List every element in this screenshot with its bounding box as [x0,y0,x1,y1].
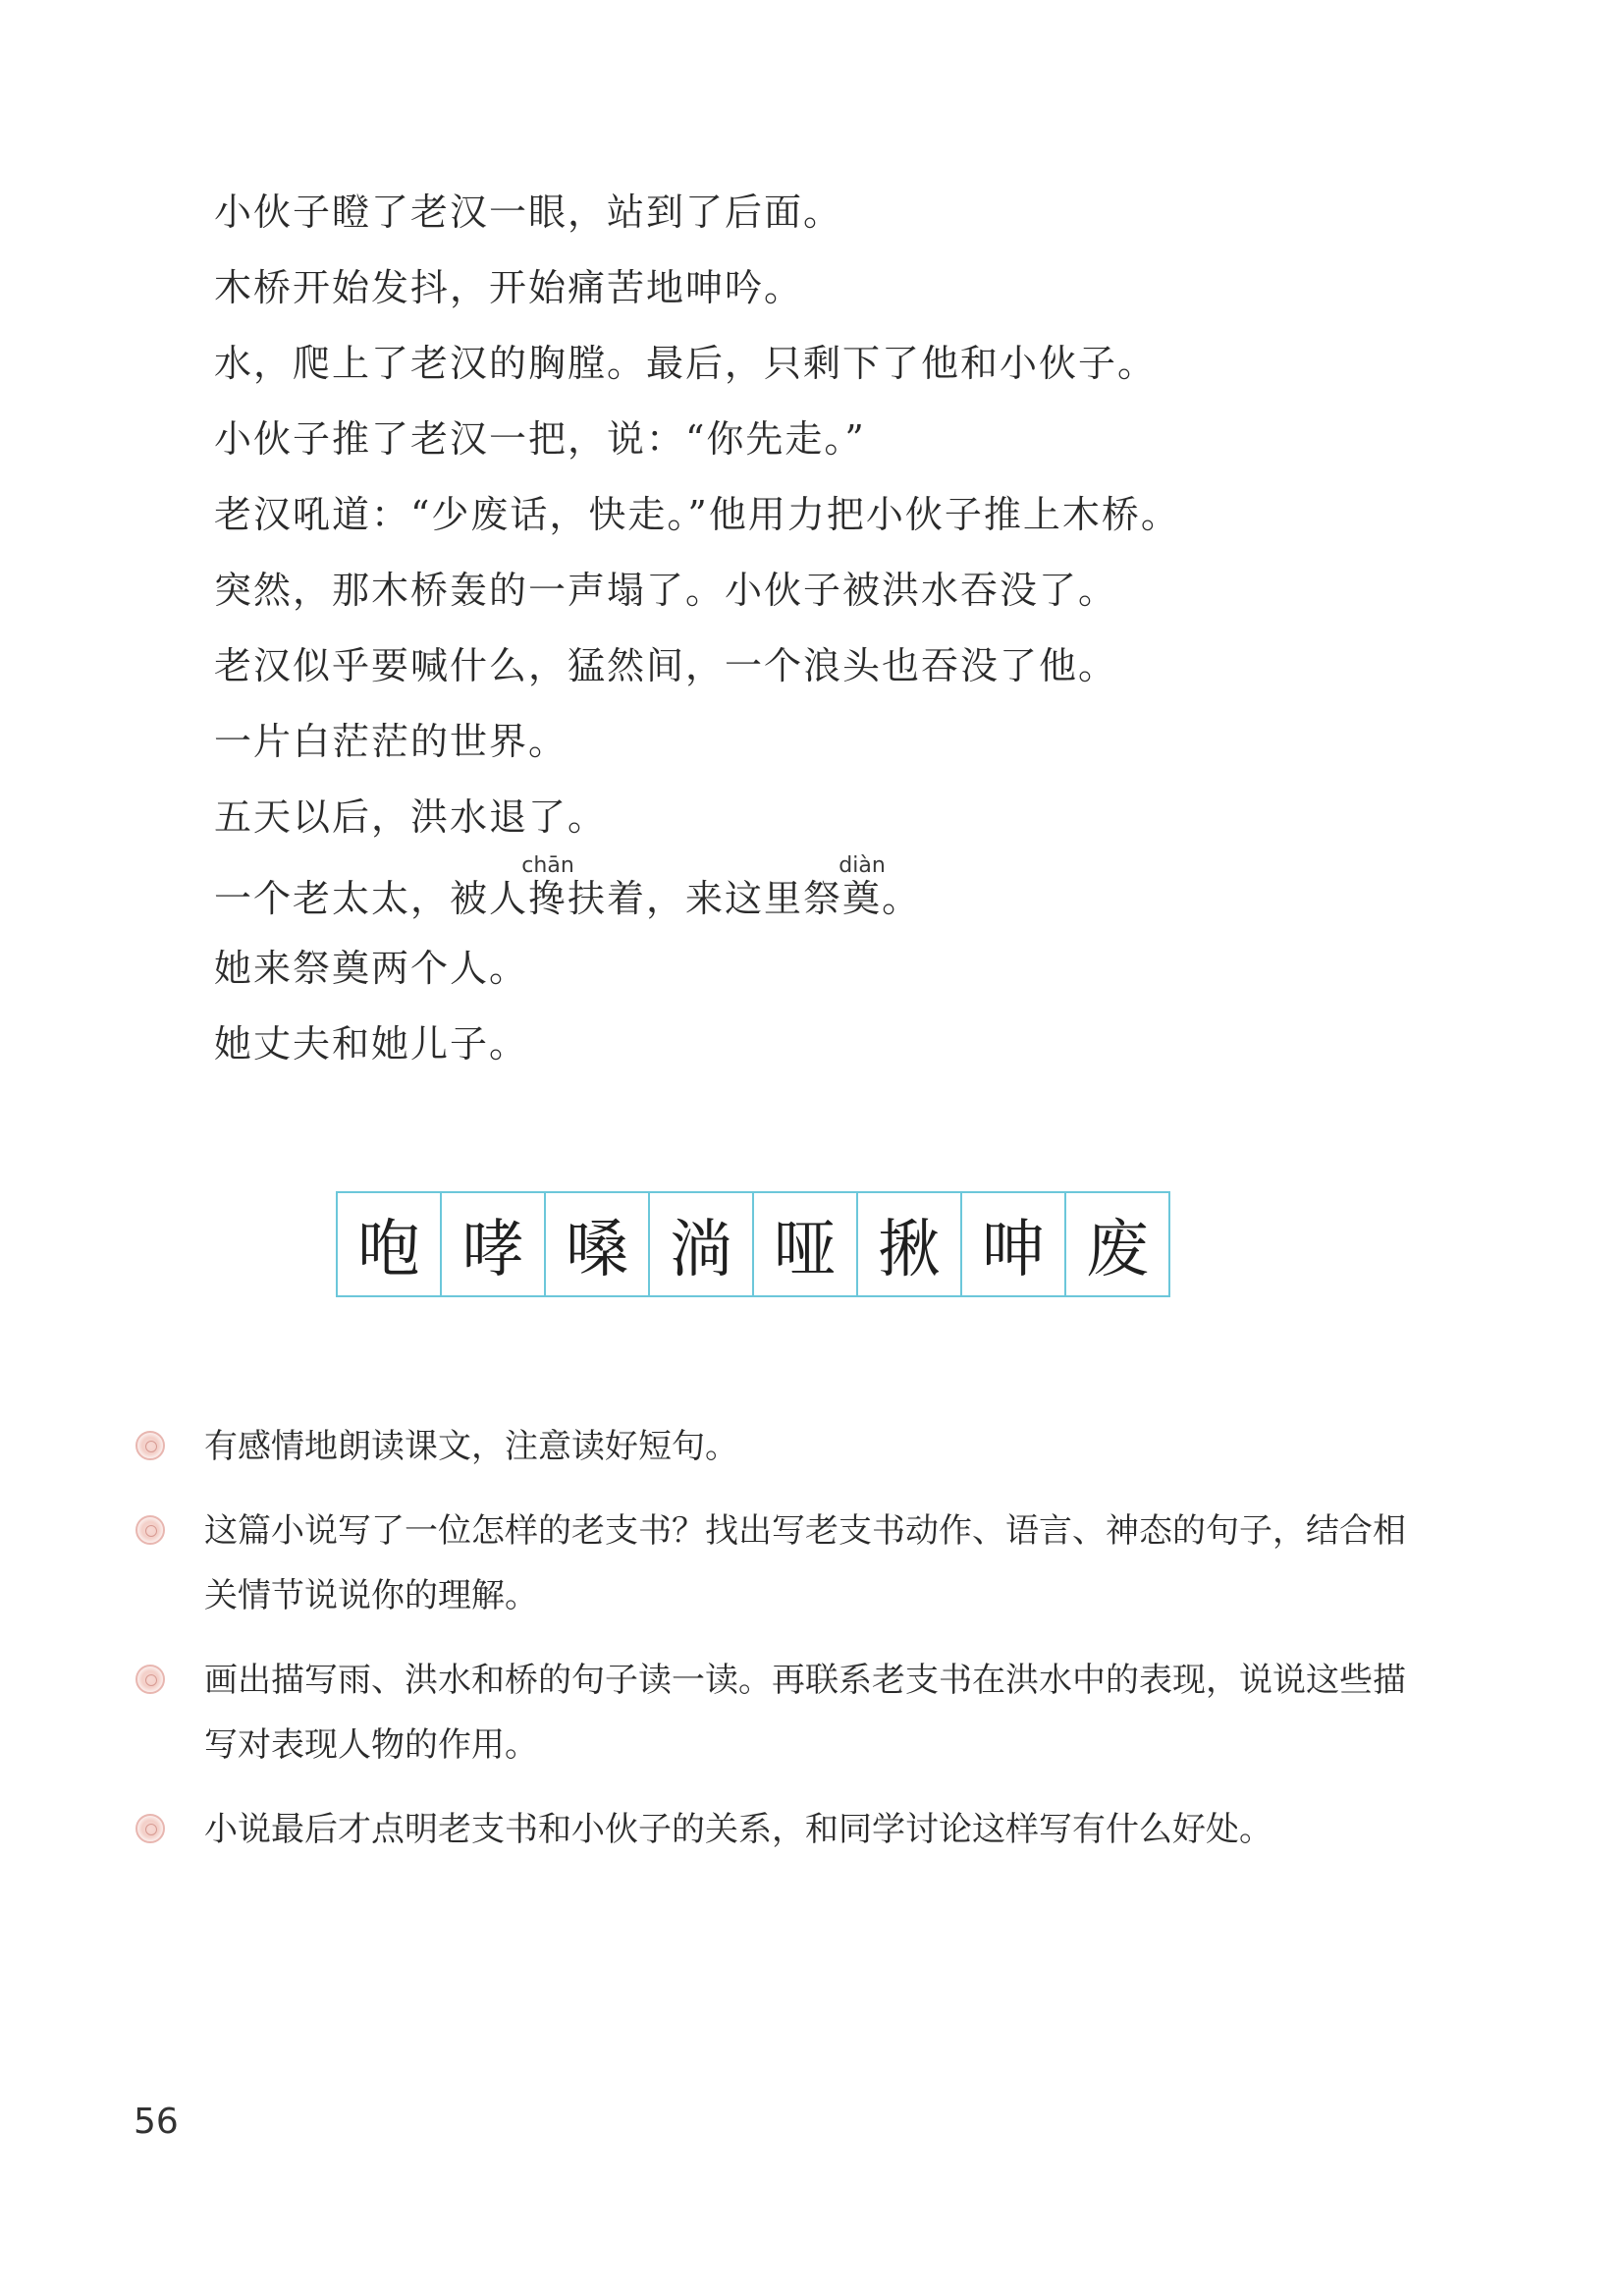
annotated-char: 搀 [521,877,574,920]
character-cell: 嗓 [546,1193,650,1295]
page-number: 56 [134,2102,179,2142]
exercise-text: 有感情地朗读课文，注意读好短句。 [204,1427,738,1466]
story-line: 小伙子瞪了老汉一眼，站到了后面。 [214,191,843,234]
character-grid [336,1191,1170,1297]
story-line: 她丈夫和她儿子。 [214,1022,529,1066]
character-cell: 咆 [338,1193,442,1295]
character-cell: 呻 [962,1193,1066,1295]
story-line: 老汉似乎要喊什么，猛然间，一个浪头也吞没了他。 [214,644,1118,687]
bullet-circle-icon [135,1431,165,1460]
exercise-text: 这篇小说写了一位怎样的老支书？找出写老支书动作、语言、神态的句子，结合相关情节说说你的理解。 [204,1511,1406,1615]
exercise-item [135,1797,1412,1862]
exercise-item [135,1499,1412,1628]
exercise-item [135,1648,1412,1777]
exercise-item [135,1414,1412,1479]
story-text [214,175,1441,1082]
exercise-text: 小说最后才点明老支书和小伙子的关系，和同学讨论这样写有什么好处。 [204,1810,1272,1849]
annotated-char: 奠 [839,877,886,920]
story-line: 老汉吼道：“少废话，快走。”他用力把小伙子推上木桥。 [214,493,1180,536]
bullet-circle-icon [135,1814,165,1843]
story-line-with-pinyin [214,855,1441,931]
story-line: 一片白茫茫的世界。 [214,720,568,763]
character-cell: 废 [1086,1214,1149,1286]
exercise-list [135,1414,1412,1882]
character-cell: 揪 [858,1193,962,1295]
story-line: 突然，那木桥轰的一声塌了。小伙子被洪水吞没了。 [214,569,1118,612]
character-cell: 哮 [442,1193,546,1295]
text-segment: 一个老太太，被人 [214,877,529,920]
character-cell: 淌 [650,1193,754,1295]
character-cell: 哑 [754,1193,858,1295]
story-line: 她来祭奠两个人。 [214,947,529,990]
text-segment: 扶着，来这里祭 [568,877,843,920]
pinyin-annotated-char [521,853,574,920]
story-line: 五天以后，洪水退了。 [214,795,608,839]
story-line: 水，爬上了老汉的胸膛。最后，只剩下了他和小伙子。 [214,342,1158,385]
exercise-text: 画出描写雨、洪水和桥的句子读一读。再联系老支书在洪水中的表现，说说这些描写对表现人物的作用。 [204,1661,1406,1765]
pinyin: diàn [839,853,886,878]
bullet-circle-icon [135,1515,165,1545]
story-line: 小伙子推了老汉一把，说：“你先走。” [214,417,866,461]
bullet-circle-icon [135,1665,165,1694]
pinyin: chān [521,853,574,878]
pinyin-annotated-char [839,853,886,920]
text-segment: 。 [882,877,922,920]
story-line: 木桥开始发抖，开始痛苦地呻吟。 [214,266,804,309]
